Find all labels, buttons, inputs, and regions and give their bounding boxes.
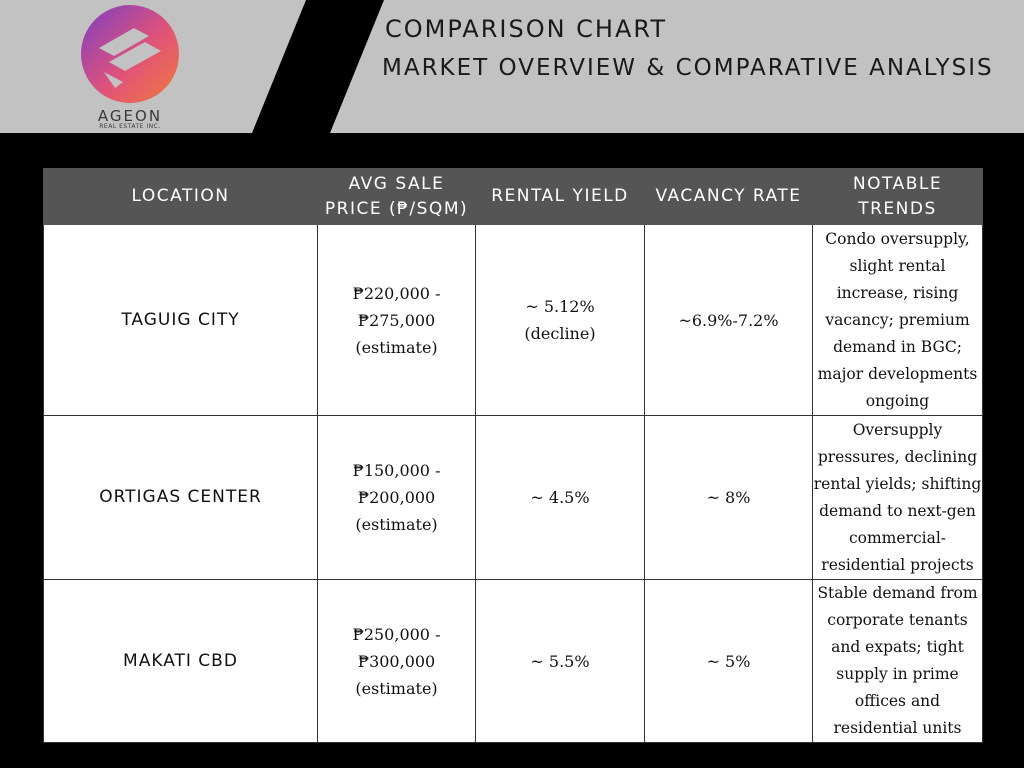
column-header-vacancy-rate: VACANCY RATE [645,169,813,225]
yield-cell: ~ 4.5% [476,416,645,580]
column-header-avg-sale-price: AVG SALE PRICE (₱/SQM) [318,169,476,225]
trends-cell: Oversupply pressures, declining rental yields; shifting demand to next-gen commercial- residential projects [813,416,983,580]
yield-cell: ~ 5.5% [476,580,645,743]
yield-cell: ~ 5.12% (decline) [476,225,645,416]
trends-cell: Condo oversupply, slight rental increase, rising vacancy; premium demand in BGC; major developments ongoing [813,225,983,416]
location-cell: MAKATI CBD [44,580,318,743]
logo-wordmark: AGEON [97,107,163,125]
table-row [44,225,983,416]
price-cell: ₱220,000 - ₱275,000 (estimate) [318,225,476,416]
vacancy-cell: ~6.9%-7.2% [645,225,813,416]
table-header-row [44,169,983,225]
logo-tagline: REAL ESTATE INC. [99,123,161,130]
location-cell: TAGUIG CITY [44,225,318,416]
comparison-table [43,168,983,743]
table-row [44,580,983,743]
company-logo [70,4,190,129]
trends-cell: Stable demand from corporate tenants and expats; tight supply in prime offices and residential units [813,580,983,743]
table-row [44,416,983,580]
price-cell: ₱150,000 - ₱200,000 (estimate) [318,416,476,580]
page-subtitle: MARKET OVERVIEW & COMPARATIVE ANALYSIS [382,55,994,81]
column-header-rental-yield: RENTAL YIELD [476,169,645,225]
vacancy-cell: ~ 5% [645,580,813,743]
column-header-notable-trends: NOTABLE TRENDS [813,169,983,225]
page-title: COMPARISON CHART [385,15,667,43]
vacancy-cell: ~ 8% [645,416,813,580]
location-cell: ORTIGAS CENTER [44,416,318,580]
price-cell: ₱250,000 - ₱300,000 (estimate) [318,580,476,743]
ageon-logo-icon [79,4,181,104]
column-header-location: LOCATION [44,169,318,225]
